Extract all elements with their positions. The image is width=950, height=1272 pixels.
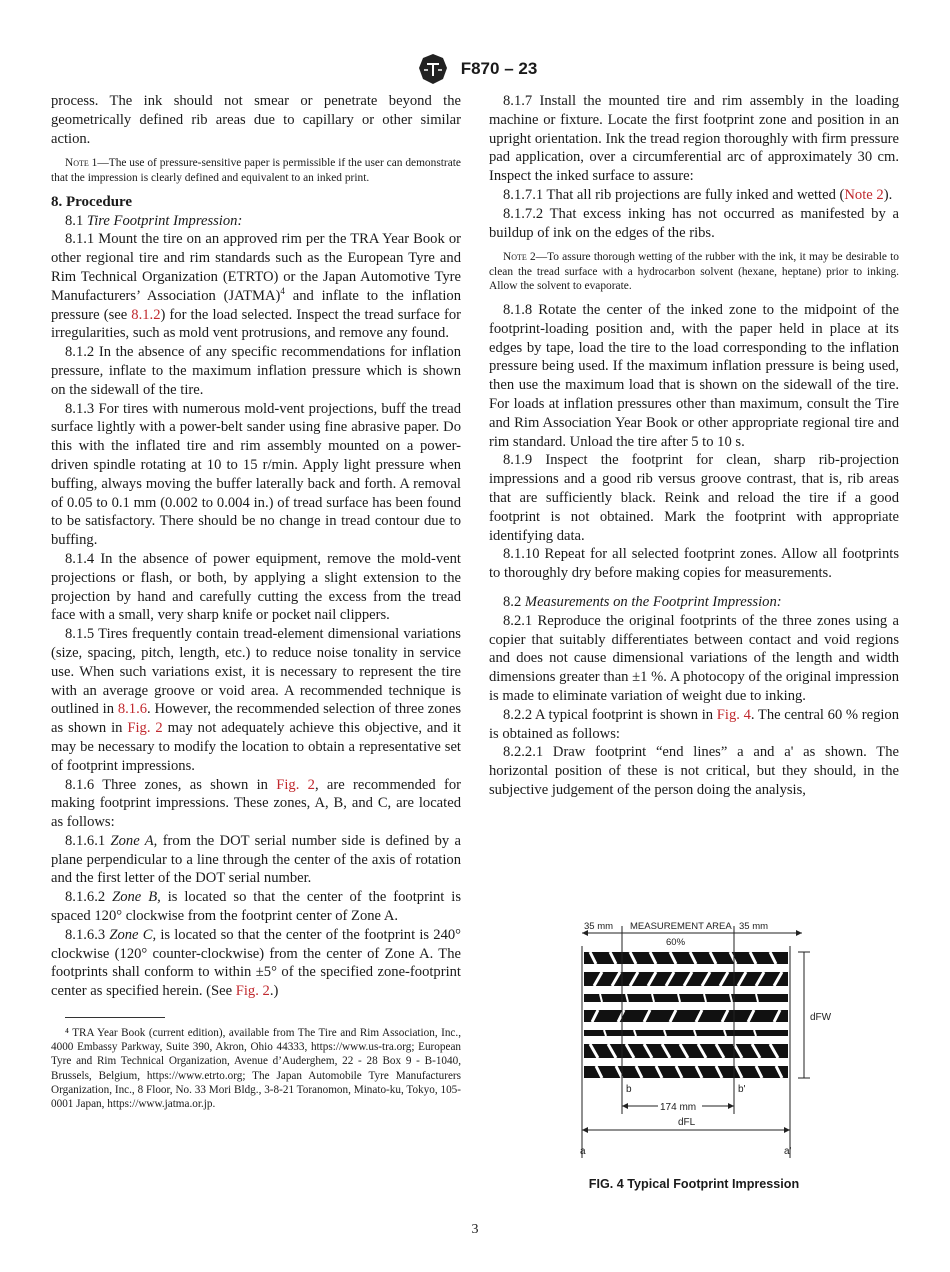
link-fig-2[interactable]: Fig. 2 <box>276 776 315 793</box>
footnote-divider <box>65 1017 165 1018</box>
paragraph-text: 8.1.7.1 That all rib projections are fully inked and wetted ( <box>503 186 845 203</box>
dim-left-label: 35 mm <box>584 921 614 932</box>
b-label: b <box>626 1084 632 1095</box>
paragraph-8-1-7: 8.1.7 Install the mounted tire and rim assembly in the loading machine or fixture. Locate the first footprint zone and position in an upright orientation. Ink the tread region thoroughly with firm pressure pad application, over a circumferential arc of approximately 30 cm. Inspect the inked surface to assure: <box>489 93 899 185</box>
paragraph-number: 8.1.6.1 <box>65 832 106 849</box>
dfl-label: dFL <box>678 1117 696 1128</box>
document-id: F870 – 23 <box>460 59 538 78</box>
paragraph-8-1-7-2: 8.1.7.2 That excess inking has not occurred as manifested by a buildup of ink on the edges of the ribs. <box>489 205 899 241</box>
paragraph-8-1-1 <box>51 230 461 343</box>
arrow-left-icon <box>582 1127 588 1133</box>
paragraph-8-1-9: 8.1.9 Inspect the footprint for clean, sharp rib-projection impressions and a good rib versus groove contrast, that is, rib areas that are sufficiently black. Reink and reload the tire if a good footprint is not obtained. Mark the footprint with appropriate identifying data. <box>489 452 899 544</box>
paragraph-8-1-1-text: 8.1.1 Mount the tire on an approved rim per the TRA Year Book or other regional tire and rim standards such as the European Tyre and Rim Technical Organization (ETRTO) or the Japan Automotive Tyre Manufacturers’ Association (JATMA) <box>51 231 461 304</box>
paragraph-8-1-2: 8.1.2 In the absence of any specific recommendations for inflation pressure, inflate to the maximum inflation pressure which is shown on the sidewall of the tire. <box>51 344 461 398</box>
figure-4-footprint <box>560 918 840 1178</box>
paragraph-8-2-2-1: 8.2.2.1 Draw footprint “end lines” a and a' as shown. The horizontal position of these is not critical, but they should, in the subjective judgement of the person doing the analysis, <box>489 744 899 798</box>
paragraph-8-1-7-1 <box>489 186 899 205</box>
paragraph-8-1-8: 8.1.8 Rotate the center of the inked zone to the midpoint of the footprint-loading position and, with the paper held in place at its edges by tape, load the tire to the load corresponding to the inflation pressure being used. If the maximum inflation pressure is being used, then use the maximum load that is shown on the sidewall of the tire. For loads at inflation pressures other than maximum, consult the Tire and Rim Association Year Book or other appropriate regional tire and rim standard. Unload the tire after 5 to 10 s. <box>489 301 899 450</box>
paragraph-text: 8.2.2 A typical footprint is shown in <box>503 706 717 723</box>
note-1 <box>51 156 461 184</box>
a-label: a <box>580 1146 586 1157</box>
paragraph-continued: process. The ink should not smear or penetrate beyond the geometrically defined rib areas due to capillary or other similar action. <box>51 93 461 147</box>
figure-4-caption: FIG. 4 Typical Footprint Impression <box>588 1177 800 1191</box>
paragraph-text-end: . The central 60 % region is obtained as follows: <box>489 706 900 742</box>
note-1-label: Note 1 <box>65 157 98 170</box>
note-2-text: —To assure thorough wetting of the rubber with the ink, it may be desirable to clean the tread surface with a hydrocarbon solvent (hexane, heptane) prior to inking. Allow the solvent to evaporate. <box>489 251 899 292</box>
paragraph-8-1-title: Tire Footprint Impression: <box>86 212 243 229</box>
paragraph-number: 8.1.6.3 <box>65 926 106 943</box>
paragraph-8-1 <box>51 212 461 231</box>
paragraph-8-1-5 <box>51 625 461 775</box>
paragraph-text: from the DOT serial number side is defined by a plane perpendicular to a line through the center of the axis of rotation and the first letter of the DOT serial number. <box>51 832 462 887</box>
zone-a-title: Zone A, <box>110 832 158 849</box>
link-fig-2[interactable]: Fig. 2 <box>235 983 270 1000</box>
spacer <box>489 583 899 593</box>
footnote-ref-4[interactable]: 4 <box>280 285 285 296</box>
paragraph-number: 8.1.6.2 <box>65 889 106 906</box>
paragraph-8-1-6 <box>51 776 461 832</box>
b-prime-label: b' <box>738 1084 746 1095</box>
paragraph-8-1-5-text-c: may not adequately achieve this objective, and it may be necessary to modify the location to obtain a representative set of footprint impressions. <box>51 720 461 774</box>
arrow-left-icon <box>622 1103 628 1109</box>
174mm-label: 174 mm <box>660 1102 697 1113</box>
paragraph-8-1-5-text-b: . However, the recommended selection of three zones as shown in <box>51 701 461 737</box>
paragraph-text-end: .) <box>269 983 279 1000</box>
paragraph-8-1-3: 8.1.3 For tires with numerous mold-vent projections, buff the tread surface lightly with a power-belt sander using fine abrasive paper. Do this with the inflated tire and rim assembly mounted on a power-driven spindle rotating at 10 to 15 r/min. Apply light pressure when buffing, always moving the buffer laterally back and forth. A removal of 0.05 to 0.1 mm (0.002 to 0.004 in.) of tread surface has been found to be satisfactory. There should be no change in tread contour due to buffing. <box>51 400 461 549</box>
paragraph-text: is located so that the center of the footprint is spaced 120° clockwise from the footprint center of Zone A. <box>51 889 462 925</box>
paragraph-8-1-5-text: 8.1.5 Tires frequently contain tread-element dimensional variations (size, spacing, pitch, length, etc.) to reduce noise tonality in service use. When such variations exist, it is necessary to represent the tire with an average groove or void area. A recommended technique is outlined in <box>51 626 461 718</box>
arrow-right-icon <box>784 1127 790 1133</box>
paragraph-text-end: ). <box>883 186 893 203</box>
paragraph-8-1-10: 8.1.10 Repeat for all selected footprint zones. Allow all footprints to thoroughly dry before making copies for measurements. <box>489 546 899 582</box>
left-column <box>51 92 461 1111</box>
note-2-label: Note 2 <box>503 251 536 264</box>
page-number: 3 <box>471 1222 479 1237</box>
link-fig-2[interactable]: Fig. 2 <box>127 720 163 737</box>
paragraph-8-1-6-2 <box>51 888 461 926</box>
footnote-4: ⁴ TRA Year Book (current edition), available from The Tire and Rim Association, Inc., 4000 Embassy Parkway, Suite 390, Akron, Ohio 44333, https://www.us-tra.org; European Tyre and Rim Technical Organization, Avenue d’Auderghem, 22 - 28 Box 9 - B-1040, Brussels, Belgium, https://www.etrto.org; The Japan Automobile Tyre Manufacturers Organization, Inc., 8 Floor, No. 33 Mori Bldg., 3-8-21 Toranomon, Minato-ku, Tokyo, 105-0001 Japan, https://www.jatma.or.jp. <box>51 1027 461 1111</box>
zone-c-title: Zone C, <box>109 926 157 943</box>
dfw-label: dFW <box>810 1012 832 1023</box>
paragraph-8-2-1: 8.2.1 Reproduce the original footprints of the three zones using a copier that suitably differentiates between contact and void regions and does not cause dimensional variations of the length and width dimensions greater than ±1 %. A photocopy of the original impression is made to eliminate variation of weight due to inking. <box>489 612 899 704</box>
page-header <box>0 52 950 86</box>
astm-logo-icon <box>413 52 453 86</box>
paragraph-8-1-6-3 <box>51 926 461 1001</box>
paragraph-number: 8.2 <box>503 593 522 610</box>
zone-b-title: Zone B, <box>112 889 161 906</box>
note-1-text: —The use of pressure-sensitive paper is permissible if the user can demonstrate that the impression is clearly defined and equivalent to an inked print. <box>51 157 461 184</box>
paragraph-8-1-6-text-b: , are recommended for making footprint impressions. These zones, A, B, and C, are located as follows: <box>51 776 461 831</box>
paragraph-8-1-6-1 <box>51 832 461 888</box>
paragraph-8-1-1-text-b: and inflate to the inflation pressure (see <box>51 287 462 323</box>
a-prime-label: a' <box>784 1146 792 1157</box>
dim-center-label: MEASUREMENT AREA <box>630 921 732 932</box>
link-8-1-6[interactable]: 8.1.6 <box>117 701 148 718</box>
link-fig-4[interactable]: Fig. 4 <box>716 706 751 723</box>
paragraph-8-1-number: 8.1 <box>65 212 84 229</box>
link-8-1-2[interactable]: 8.1.2 <box>131 306 161 323</box>
arrow-right-icon <box>796 930 802 936</box>
link-note-2[interactable]: Note 2 <box>844 186 884 203</box>
paragraph-8-1-4: 8.1.4 In the absence of power equipment, remove the mold-vent projections or flash, or both, by applying a slight extension to the projection by hand and carefully cutting the excess from the tread face with a small, very sharp knife or pocket nail clippers. <box>51 550 461 624</box>
dim-percent-label: 60% <box>666 937 686 948</box>
footprint-diagram <box>560 918 840 1178</box>
tread-pattern <box>584 952 788 1078</box>
section-8-heading: 8. Procedure <box>51 193 133 210</box>
right-column <box>489 92 899 800</box>
note-2 <box>489 250 899 293</box>
paragraph-text: is located so that the center of the footprint is 240° clockwise (120° counter-clockwise) from the center of Zone A. The footprints shall conform to within ±5° of the specified zone-footprint center as specified herein. (See <box>51 926 462 1000</box>
arrow-right-icon <box>728 1103 734 1109</box>
paragraph-8-2-title: Measurements on the Footprint Impression: <box>524 593 782 610</box>
paragraph-8-2-2 <box>489 706 899 744</box>
paragraph-8-2 <box>489 593 899 612</box>
paragraph-8-1-6-text: 8.1.6 Three zones, as shown in <box>65 776 277 793</box>
dim-right-label: 35 mm <box>739 921 769 932</box>
paragraph-8-1-1-text-c: ) for the load selected. Inspect the tread surface for irregularities, such as mold vent protrusions, and remove any found. <box>51 306 462 342</box>
